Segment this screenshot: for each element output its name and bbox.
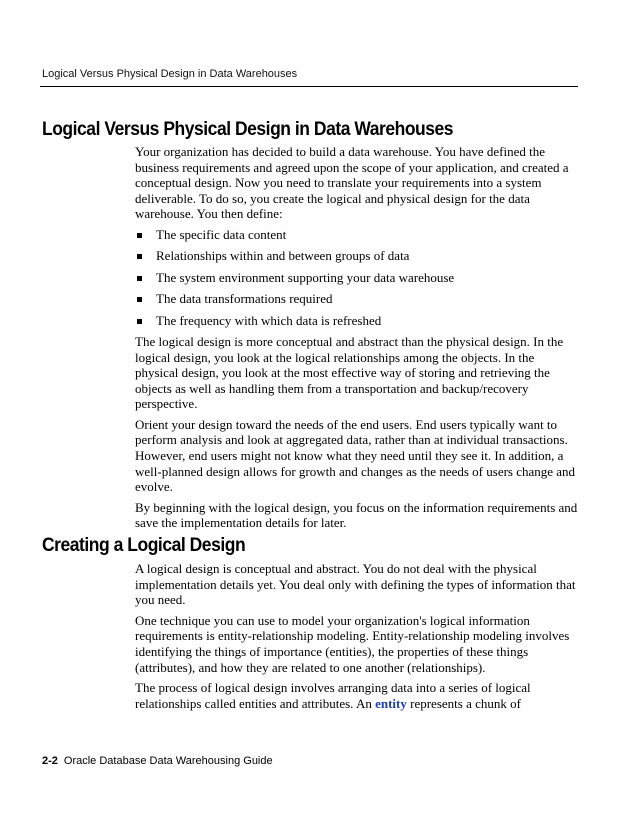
list-item xyxy=(135,291,579,307)
section1-intro: Your organization has decided to build a data warehouse. You have defined the business requirements and agreed upon the scope of your application, and created a conceptual design. Now you need to translate your requirements into a system deliverable. To do so, you create the logical and physical design for the data warehouse. You then define: xyxy=(135,144,569,222)
paragraph-text-before-link: The process of logical design involves arranging data into a series of logical relationships called entities and attributes. An xyxy=(135,680,531,711)
section2-body xyxy=(135,561,579,716)
square-bullet-icon xyxy=(137,297,142,302)
page-number: 2-2 xyxy=(42,755,58,767)
header-rule xyxy=(40,86,578,87)
entity-link[interactable]: entity xyxy=(375,695,407,711)
define-list xyxy=(135,227,579,328)
square-bullet-icon xyxy=(137,233,142,238)
list-item-text: The system environment supporting your data warehouse xyxy=(156,269,455,285)
book-title: Oracle Database Data Warehousing Guide xyxy=(63,755,273,767)
page-footer xyxy=(42,755,273,767)
list-item-text: The data transformations required xyxy=(156,291,333,307)
paragraph-logical-vs-physical: The logical design is more conceptual and abstract than the physical design. In the logical design, you look at the logical relationships among the objects. In the physical design, you look at the most effective way of storing and retrieving the objects as well as handling them from a transportation and backup/recovery perspective. xyxy=(135,333,564,412)
list-item-text: The specific data content xyxy=(156,226,287,242)
list-item xyxy=(135,227,579,243)
section-title-creating-logical-design: Creating a Logical Design xyxy=(42,535,246,556)
section1-body xyxy=(135,144,579,536)
list-item xyxy=(135,248,579,264)
section-title-logical-vs-physical: Logical Versus Physical Design in Data Warehouses xyxy=(42,119,454,140)
list-item xyxy=(135,270,579,286)
paragraph-logical-design-process xyxy=(135,680,579,711)
list-item xyxy=(135,313,579,329)
list-item-text: The frequency with which data is refreshed xyxy=(156,312,382,328)
paragraph-text-after-link: represents a chunk of xyxy=(406,695,521,711)
square-bullet-icon xyxy=(137,254,142,259)
paragraph-er-modeling: One technique you can use to model your organization's logical information requirements is entity-relationship modeling. Entity-relationship modeling involves identifying the things of importance (entities), the properties of these things (attributes), and how they are related to one another (relationships). xyxy=(135,612,570,675)
list-item-text: Relationships within and between groups of data xyxy=(156,248,410,264)
paragraph-logical-design-definition: A logical design is conceptual and abstract. You do not deal with the physical implementation details yet. You deal only with defining the types of information that you need. xyxy=(135,561,576,608)
paragraph-end-users: Orient your design toward the needs of the end users. End users typically want to perform analysis and look at aggregated data, rather than at individual transactions. However, end users might not know what they need until they see it. In addition, a well-planned design allows for growth and changes as the needs of users change and evolve. xyxy=(135,416,576,495)
paragraph-beginning-logical: By beginning with the logical design, you focus on the information requirements and save the implementation details for later. xyxy=(135,499,578,531)
square-bullet-icon xyxy=(137,319,142,324)
running-header: Logical Versus Physical Design in Data Warehouses xyxy=(42,68,298,80)
square-bullet-icon xyxy=(137,276,142,281)
